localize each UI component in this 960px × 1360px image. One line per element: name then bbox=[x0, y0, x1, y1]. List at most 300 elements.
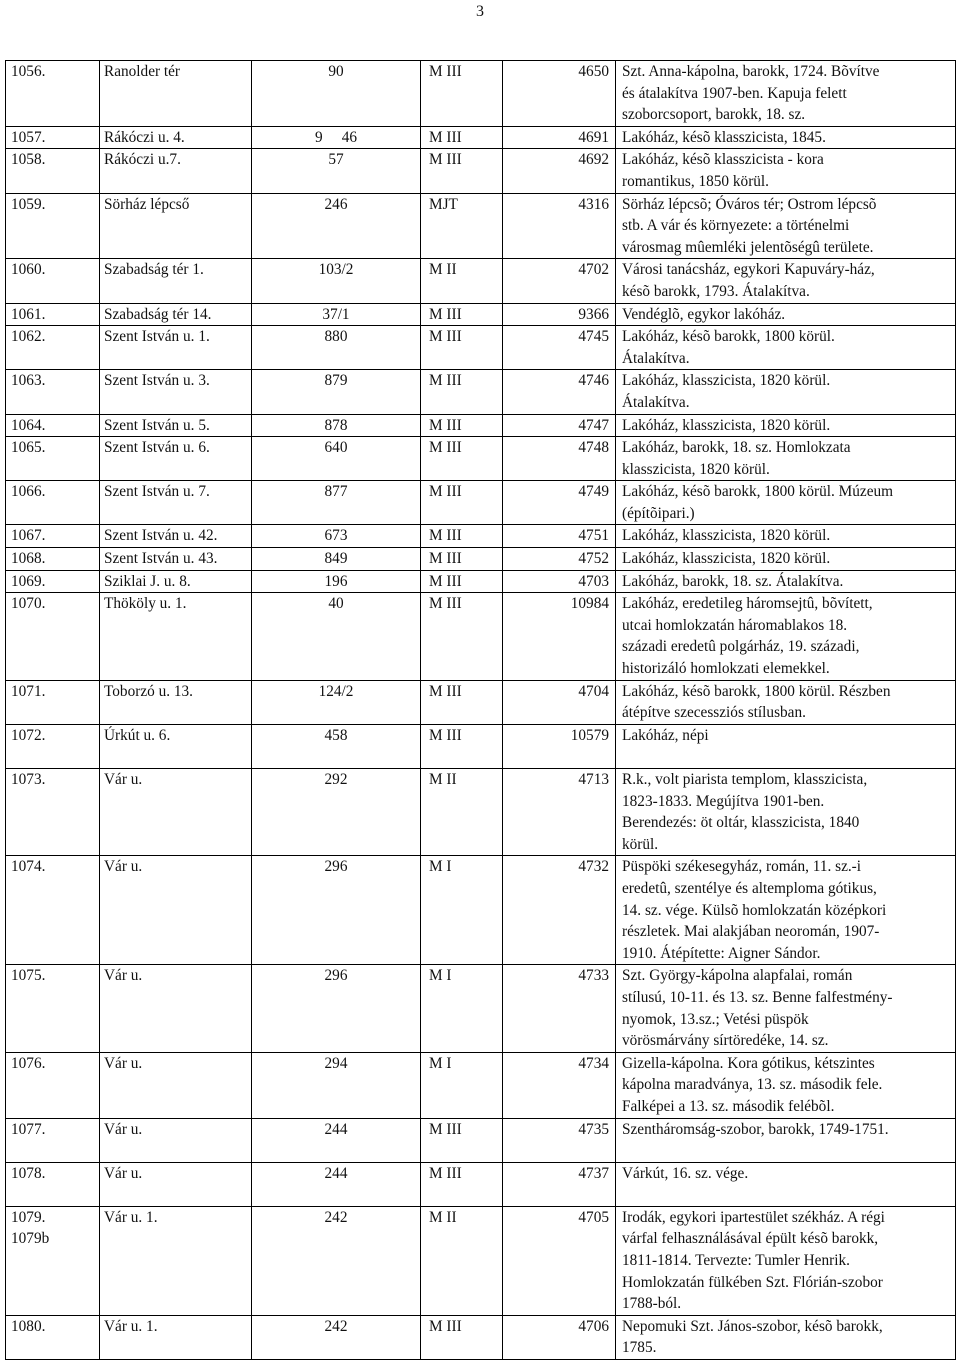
description-line bbox=[622, 1140, 947, 1162]
registry-id-cell bbox=[503, 593, 616, 680]
registry-id-cell bbox=[503, 769, 616, 856]
protection-category-cell bbox=[421, 126, 503, 149]
street-address-cell bbox=[100, 724, 252, 768]
description-line: kápolna maradványa, 13. sz. második fele. bbox=[622, 1076, 883, 1094]
row-number: 1056. bbox=[11, 63, 46, 80]
row-number: 1078. bbox=[11, 1164, 46, 1182]
description-line: romantikus, 1850 körül. bbox=[622, 172, 770, 190]
description-line: Irodák, egykori ipartestület székház. A régi bbox=[622, 1208, 885, 1226]
street-address-cell bbox=[100, 1162, 252, 1206]
description-line: R.k., volt piarista templom, klasszicista, bbox=[622, 771, 868, 788]
row-number-cell bbox=[6, 61, 100, 127]
row-number: 1062. bbox=[11, 328, 46, 346]
lot-number: 242 bbox=[324, 1317, 348, 1335]
street-address-cell bbox=[100, 1315, 252, 1359]
lot-number: 57 bbox=[328, 151, 344, 169]
description-line: 1811-1814. Tervezte: Tumler Henrik. bbox=[622, 1252, 850, 1270]
row-number-cell bbox=[6, 965, 100, 1052]
row-number-cell bbox=[6, 856, 100, 965]
street-address: Sörház lépcső bbox=[104, 195, 190, 213]
registry-id: 4735 bbox=[578, 1120, 609, 1138]
page-number: 3 bbox=[476, 3, 484, 20]
row-number: 1067. bbox=[11, 527, 46, 545]
description-line: körül. bbox=[622, 835, 659, 853]
protection-category: M I bbox=[429, 967, 452, 985]
protection-category: M III bbox=[429, 151, 462, 169]
description-line: Berendezés: öt oltár, klasszicista, 1840 bbox=[622, 814, 860, 832]
street-address-cell bbox=[100, 481, 252, 525]
row-number-cell bbox=[6, 1206, 100, 1315]
description-cell bbox=[616, 149, 956, 193]
street-address: Úrkút u. 6. bbox=[104, 726, 171, 744]
description-line: eredetû, szentélye és altemploma gótikus, bbox=[622, 879, 877, 897]
protection-category-cell bbox=[421, 414, 503, 437]
lot-number: 37/1 bbox=[322, 305, 350, 323]
protection-category: MJT bbox=[429, 195, 458, 213]
description-line: Homlokzatán fülkében Szt. Flórián-szobor bbox=[622, 1273, 883, 1291]
street-address-cell bbox=[100, 965, 252, 1052]
lot-number-cell bbox=[252, 593, 421, 680]
registry-id-cell bbox=[503, 570, 616, 593]
description-cell bbox=[616, 61, 956, 127]
registry-id: 4751 bbox=[578, 527, 609, 545]
table-row bbox=[6, 1162, 956, 1206]
protection-category: M II bbox=[429, 1208, 457, 1226]
lot-number-cell bbox=[252, 525, 421, 548]
registry-id: 4748 bbox=[578, 439, 609, 457]
lot-number: 877 bbox=[324, 483, 348, 501]
street-address-cell bbox=[100, 1206, 252, 1315]
description-line: Átalakítva. bbox=[622, 349, 690, 367]
row-number: 1077. bbox=[11, 1120, 46, 1138]
table-row bbox=[6, 1052, 956, 1118]
description-line: stb. A vár és környezete: a történelmi bbox=[622, 217, 850, 235]
row-number: 1063. bbox=[11, 372, 46, 390]
description-line: Lakóház, klasszicista, 1820 körül. bbox=[622, 416, 831, 434]
description-cell bbox=[616, 303, 956, 326]
table-row bbox=[6, 724, 956, 768]
street-address-cell bbox=[100, 548, 252, 571]
description-line: és átalakítva 1907-ben. Kapuja felett bbox=[622, 84, 847, 102]
description-line: Sörház lépcsõ; Óváros tér; Ostrom lépcsõ bbox=[622, 195, 877, 213]
register-body bbox=[6, 61, 956, 1360]
lot-number: 103/2 bbox=[318, 261, 354, 279]
protection-category: M III bbox=[429, 726, 462, 744]
lot-number: 244 bbox=[324, 1164, 348, 1182]
row-number: 1059. bbox=[11, 195, 46, 213]
protection-category: M III bbox=[429, 439, 462, 457]
street-address-cell bbox=[100, 370, 252, 414]
street-address-cell bbox=[100, 61, 252, 127]
lot-number: 244 bbox=[324, 1120, 348, 1138]
registry-id-cell bbox=[503, 1206, 616, 1315]
row-number: 1076. bbox=[11, 1054, 46, 1072]
street-address: Ranolder tér bbox=[104, 63, 181, 80]
description-cell bbox=[616, 1162, 956, 1206]
lot-number: 296 bbox=[324, 858, 348, 876]
row-number: 1080. bbox=[11, 1317, 46, 1335]
description-cell bbox=[616, 481, 956, 525]
protection-category: M III bbox=[429, 527, 462, 545]
lot-number-cell bbox=[252, 570, 421, 593]
protection-category: M III bbox=[429, 595, 462, 613]
description-cell bbox=[616, 724, 956, 768]
row-number: 1070. bbox=[11, 595, 46, 613]
lot-number-cell bbox=[252, 1118, 421, 1162]
registry-id-cell bbox=[503, 259, 616, 303]
protection-category-cell bbox=[421, 259, 503, 303]
registry-id: 4692 bbox=[578, 151, 609, 169]
lot-number: 196 bbox=[324, 572, 348, 590]
registry-id-cell bbox=[503, 370, 616, 414]
registry-id-cell bbox=[503, 481, 616, 525]
lot-number: 9 46 bbox=[314, 128, 358, 146]
row-number: 1066. bbox=[11, 483, 46, 501]
table-row bbox=[6, 437, 956, 481]
table-row bbox=[6, 525, 956, 548]
description-line: klasszicista, 1820 körül. bbox=[622, 460, 770, 478]
protection-category: M I bbox=[429, 858, 452, 876]
lot-number: 296 bbox=[324, 967, 348, 985]
registry-id: 4733 bbox=[578, 967, 609, 985]
protection-category-cell bbox=[421, 593, 503, 680]
street-address: Szabadság tér 14. bbox=[104, 305, 212, 323]
description-line: 1785. bbox=[622, 1339, 657, 1357]
description-cell bbox=[616, 593, 956, 680]
lot-number: 124/2 bbox=[318, 682, 354, 700]
table-row bbox=[6, 126, 956, 149]
protection-category: M III bbox=[429, 1164, 462, 1182]
description-cell bbox=[616, 856, 956, 965]
lot-number-cell bbox=[252, 965, 421, 1052]
row-number-cell bbox=[6, 1315, 100, 1359]
street-address: Rákóczi u. 4. bbox=[104, 128, 185, 146]
description-line: Vendéglõ, egykor lakóház. bbox=[622, 305, 786, 323]
registry-id-cell bbox=[503, 856, 616, 965]
registry-id: 4704 bbox=[578, 682, 609, 700]
registry-id-cell bbox=[503, 149, 616, 193]
lot-number-cell bbox=[252, 1315, 421, 1359]
registry-id: 4752 bbox=[578, 550, 609, 568]
description-line bbox=[622, 746, 947, 768]
protection-category: M II bbox=[429, 771, 457, 788]
description-line: Szt. György-kápolna alapfalai, román bbox=[622, 967, 853, 985]
street-address: Szent István u. 1. bbox=[104, 328, 210, 346]
protection-category: M III bbox=[429, 63, 462, 80]
lot-number-cell bbox=[252, 326, 421, 370]
lot-number-cell bbox=[252, 1052, 421, 1118]
street-address: Vár u. 1. bbox=[104, 1208, 158, 1226]
registry-id-cell bbox=[503, 1118, 616, 1162]
row-number: 1057. bbox=[11, 128, 46, 146]
table-row bbox=[6, 1315, 956, 1359]
protection-category-cell bbox=[421, 437, 503, 481]
row-number: 1058. bbox=[11, 151, 46, 169]
description-cell bbox=[616, 1118, 956, 1162]
street-address-cell bbox=[100, 126, 252, 149]
protection-category-cell bbox=[421, 724, 503, 768]
table-row bbox=[6, 856, 956, 965]
registry-id-cell bbox=[503, 326, 616, 370]
registry-id-cell bbox=[503, 437, 616, 481]
row-number: 1069. bbox=[11, 572, 46, 590]
lot-number-cell bbox=[252, 414, 421, 437]
description-cell bbox=[616, 259, 956, 303]
description-line: stílusú, 10-11. és 13. sz. Benne falfestmény- bbox=[622, 988, 893, 1006]
description-line: Gizella-kápolna. Kora gótikus, kétszintes bbox=[622, 1054, 875, 1072]
lot-number: 849 bbox=[324, 550, 348, 568]
protection-category-cell bbox=[421, 193, 503, 259]
description-line: 1788-ból. bbox=[622, 1295, 682, 1313]
description-line: részletek. Mai alakjában neoromán, 1907- bbox=[622, 923, 880, 941]
lot-number: 880 bbox=[324, 328, 348, 346]
protection-category: M III bbox=[429, 572, 462, 590]
registry-id: 4650 bbox=[578, 63, 609, 80]
row-number-cell bbox=[6, 370, 100, 414]
monument-register-table bbox=[5, 60, 956, 1360]
table-row bbox=[6, 965, 956, 1052]
street-address: Vár u. 1. bbox=[104, 1317, 158, 1335]
description-cell bbox=[616, 1052, 956, 1118]
lot-number-cell bbox=[252, 437, 421, 481]
row-number: 1060. bbox=[11, 261, 46, 279]
protection-category-cell bbox=[421, 370, 503, 414]
description-cell bbox=[616, 570, 956, 593]
street-address-cell bbox=[100, 437, 252, 481]
row-number-cell bbox=[6, 126, 100, 149]
table-row bbox=[6, 414, 956, 437]
description-line: Szentháromság-szobor, barokk, 1749-1751. bbox=[622, 1120, 889, 1138]
description-line: Lakóház, klasszicista, 1820 körül. bbox=[622, 527, 831, 545]
row-number-cell bbox=[6, 680, 100, 724]
registry-id: 10984 bbox=[570, 595, 609, 613]
registry-id: 4737 bbox=[578, 1164, 609, 1182]
row-number: 1061. bbox=[11, 305, 46, 323]
street-address-cell bbox=[100, 303, 252, 326]
registry-id: 4713 bbox=[578, 771, 609, 788]
protection-category: M III bbox=[429, 682, 462, 700]
description-cell bbox=[616, 370, 956, 414]
lot-number-cell bbox=[252, 1162, 421, 1206]
description-line: Lakóház, késõ klasszicista - kora bbox=[622, 151, 824, 169]
table-row bbox=[6, 149, 956, 193]
description-line: Lakóház, barokk, 18. sz. Homlokzata bbox=[622, 439, 851, 457]
description-line: városmag mûemléki jelentõségû területe. bbox=[622, 238, 874, 256]
row-number-cell bbox=[6, 326, 100, 370]
table-row bbox=[6, 481, 956, 525]
registry-id-cell bbox=[503, 193, 616, 259]
row-number-cell bbox=[6, 1118, 100, 1162]
description-line: 14. sz. vége. Külsõ homlokzatán középkori bbox=[622, 901, 887, 919]
protection-category: M III bbox=[429, 1317, 462, 1335]
street-address: Szent István u. 3. bbox=[104, 372, 210, 390]
description-line: Lakóház, klasszicista, 1820 körül. bbox=[622, 372, 831, 390]
protection-category-cell bbox=[421, 149, 503, 193]
lot-number: 879 bbox=[324, 372, 348, 390]
description-cell bbox=[616, 1206, 956, 1315]
row-number: 1079b bbox=[11, 1230, 50, 1248]
description-line: Nepomuki Szt. János-szobor, késõ barokk, bbox=[622, 1317, 883, 1335]
description-line: 1823-1833. Megújítva 1901-ben. bbox=[622, 792, 825, 810]
lot-number: 458 bbox=[324, 726, 348, 744]
description-cell bbox=[616, 414, 956, 437]
registry-id-cell bbox=[503, 126, 616, 149]
protection-category: M III bbox=[429, 128, 462, 146]
table-row bbox=[6, 303, 956, 326]
protection-category-cell bbox=[421, 326, 503, 370]
row-number-cell bbox=[6, 259, 100, 303]
lot-number-cell bbox=[252, 193, 421, 259]
protection-category-cell bbox=[421, 481, 503, 525]
lot-number: 640 bbox=[324, 439, 348, 457]
table-row bbox=[6, 259, 956, 303]
protection-category-cell bbox=[421, 1162, 503, 1206]
street-address-cell bbox=[100, 414, 252, 437]
street-address: Vár u. bbox=[104, 771, 143, 788]
street-address-cell bbox=[100, 326, 252, 370]
street-address-cell bbox=[100, 680, 252, 724]
row-number-cell bbox=[6, 1162, 100, 1206]
row-number: 1073. bbox=[11, 771, 46, 788]
street-address-cell bbox=[100, 570, 252, 593]
description-line: Lakóház, késõ klasszicista, 1845. bbox=[622, 128, 826, 146]
registry-id-cell bbox=[503, 61, 616, 127]
street-address: Szent István u. 42. bbox=[104, 527, 218, 545]
protection-category-cell bbox=[421, 570, 503, 593]
description-line: Lakóház, barokk, 18. sz. Átalakítva. bbox=[622, 572, 844, 590]
street-address: Sziklai J. u. 8. bbox=[104, 572, 191, 590]
street-address-cell bbox=[100, 856, 252, 965]
registry-id: 4316 bbox=[578, 195, 609, 213]
lot-number: 292 bbox=[324, 771, 348, 788]
registry-id-cell bbox=[503, 548, 616, 571]
row-number-cell bbox=[6, 769, 100, 856]
protection-category-cell bbox=[421, 525, 503, 548]
street-address-cell bbox=[100, 593, 252, 680]
street-address: Vár u. bbox=[104, 1054, 143, 1072]
description-line: szoborcsoport, barokk, 18. sz. bbox=[622, 106, 806, 124]
protection-category-cell bbox=[421, 1118, 503, 1162]
protection-category-cell bbox=[421, 1206, 503, 1315]
registry-id: 4749 bbox=[578, 483, 609, 501]
description-line: késõ barokk, 1793. Átalakítva. bbox=[622, 282, 810, 300]
description-cell bbox=[616, 965, 956, 1052]
lot-number: 90 bbox=[328, 63, 344, 80]
description-cell bbox=[616, 193, 956, 259]
description-line: Lakóház, eredetileg háromsejtû, bõvített, bbox=[622, 595, 873, 613]
lot-number: 242 bbox=[324, 1208, 348, 1226]
description-cell bbox=[616, 126, 956, 149]
street-address: Vár u. bbox=[104, 967, 143, 985]
description-cell bbox=[616, 680, 956, 724]
lot-number-cell bbox=[252, 303, 421, 326]
description-line: századi eredetû polgárház, 19. századi, bbox=[622, 638, 860, 656]
row-number-cell bbox=[6, 193, 100, 259]
protection-category-cell bbox=[421, 1315, 503, 1359]
street-address: Szent István u. 5. bbox=[104, 416, 210, 434]
description-line: átépítve szecessziós stílusban. bbox=[622, 704, 806, 722]
table-row bbox=[6, 680, 956, 724]
description-line: Lakóház, késõ barokk, 1800 körül. bbox=[622, 328, 835, 346]
description-cell bbox=[616, 525, 956, 548]
description-line: Püspöki székesegyház, román, 11. sz.-i bbox=[622, 858, 862, 876]
row-number: 1071. bbox=[11, 682, 46, 700]
row-number-cell bbox=[6, 570, 100, 593]
street-address-cell bbox=[100, 193, 252, 259]
registry-id: 4734 bbox=[578, 1054, 609, 1072]
description-line bbox=[622, 1184, 947, 1206]
protection-category-cell bbox=[421, 965, 503, 1052]
row-number-cell bbox=[6, 303, 100, 326]
description-line: várfal felhasználásával épült késõ barokk, bbox=[622, 1230, 879, 1248]
row-number-cell bbox=[6, 593, 100, 680]
row-number-cell bbox=[6, 149, 100, 193]
street-address: Vár u. bbox=[104, 1164, 143, 1182]
protection-category-cell bbox=[421, 680, 503, 724]
row-number: 1064. bbox=[11, 416, 46, 434]
description-line: Lakóház, klasszicista, 1820 körül. bbox=[622, 550, 831, 568]
description-line: utcai homlokzatán háromablakos 18. bbox=[622, 616, 848, 634]
lot-number: 40 bbox=[328, 595, 344, 613]
row-number-cell bbox=[6, 414, 100, 437]
description-line: Várkút, 16. sz. vége. bbox=[622, 1164, 749, 1182]
table-row bbox=[6, 61, 956, 127]
registry-id: 4705 bbox=[578, 1208, 609, 1226]
street-address: Szent István u. 43. bbox=[104, 550, 218, 568]
table-row bbox=[6, 548, 956, 571]
lot-number-cell bbox=[252, 680, 421, 724]
description-line: Szt. Anna-kápolna, barokk, 1724. Bõvítve bbox=[622, 63, 880, 80]
lot-number-cell bbox=[252, 481, 421, 525]
lot-number: 878 bbox=[324, 416, 348, 434]
registry-id: 10579 bbox=[570, 726, 609, 744]
description-line: (építõipari.) bbox=[622, 504, 695, 522]
row-number: 1074. bbox=[11, 858, 46, 876]
street-address: Toborzó u. 13. bbox=[104, 682, 193, 700]
street-address-cell bbox=[100, 1052, 252, 1118]
protection-category-cell bbox=[421, 769, 503, 856]
lot-number-cell bbox=[252, 856, 421, 965]
lot-number: 294 bbox=[324, 1054, 348, 1072]
registry-id-cell bbox=[503, 680, 616, 724]
street-address-cell bbox=[100, 525, 252, 548]
protection-category: M III bbox=[429, 328, 462, 346]
street-address: Thököly u. 1. bbox=[104, 595, 187, 613]
table-row bbox=[6, 370, 956, 414]
row-number: 1072. bbox=[11, 726, 46, 744]
table-row bbox=[6, 769, 956, 856]
row-number-cell bbox=[6, 437, 100, 481]
registry-id-cell bbox=[503, 724, 616, 768]
registry-id: 4732 bbox=[578, 858, 609, 876]
table-row bbox=[6, 326, 956, 370]
protection-category-cell bbox=[421, 1052, 503, 1118]
protection-category: M III bbox=[429, 416, 462, 434]
description-line: vörösmárvány sírtöredéke, 14. sz. bbox=[622, 1032, 829, 1050]
lot-number-cell bbox=[252, 548, 421, 571]
street-address: Szabadság tér 1. bbox=[104, 261, 204, 279]
protection-category: M III bbox=[429, 372, 462, 390]
row-number-cell bbox=[6, 1052, 100, 1118]
description-line: 1910. Átépítette: Aigner Sándor. bbox=[622, 944, 821, 962]
table-row bbox=[6, 570, 956, 593]
description-line: Városi tanácsház, egykori Kapuváry-ház, bbox=[622, 261, 875, 279]
row-number-cell bbox=[6, 548, 100, 571]
description-line: Lakóház, késõ barokk, 1800 körül. Múzeum bbox=[622, 483, 894, 501]
street-address-cell bbox=[100, 769, 252, 856]
row-number: 1079. bbox=[11, 1208, 46, 1226]
description-cell bbox=[616, 1315, 956, 1359]
